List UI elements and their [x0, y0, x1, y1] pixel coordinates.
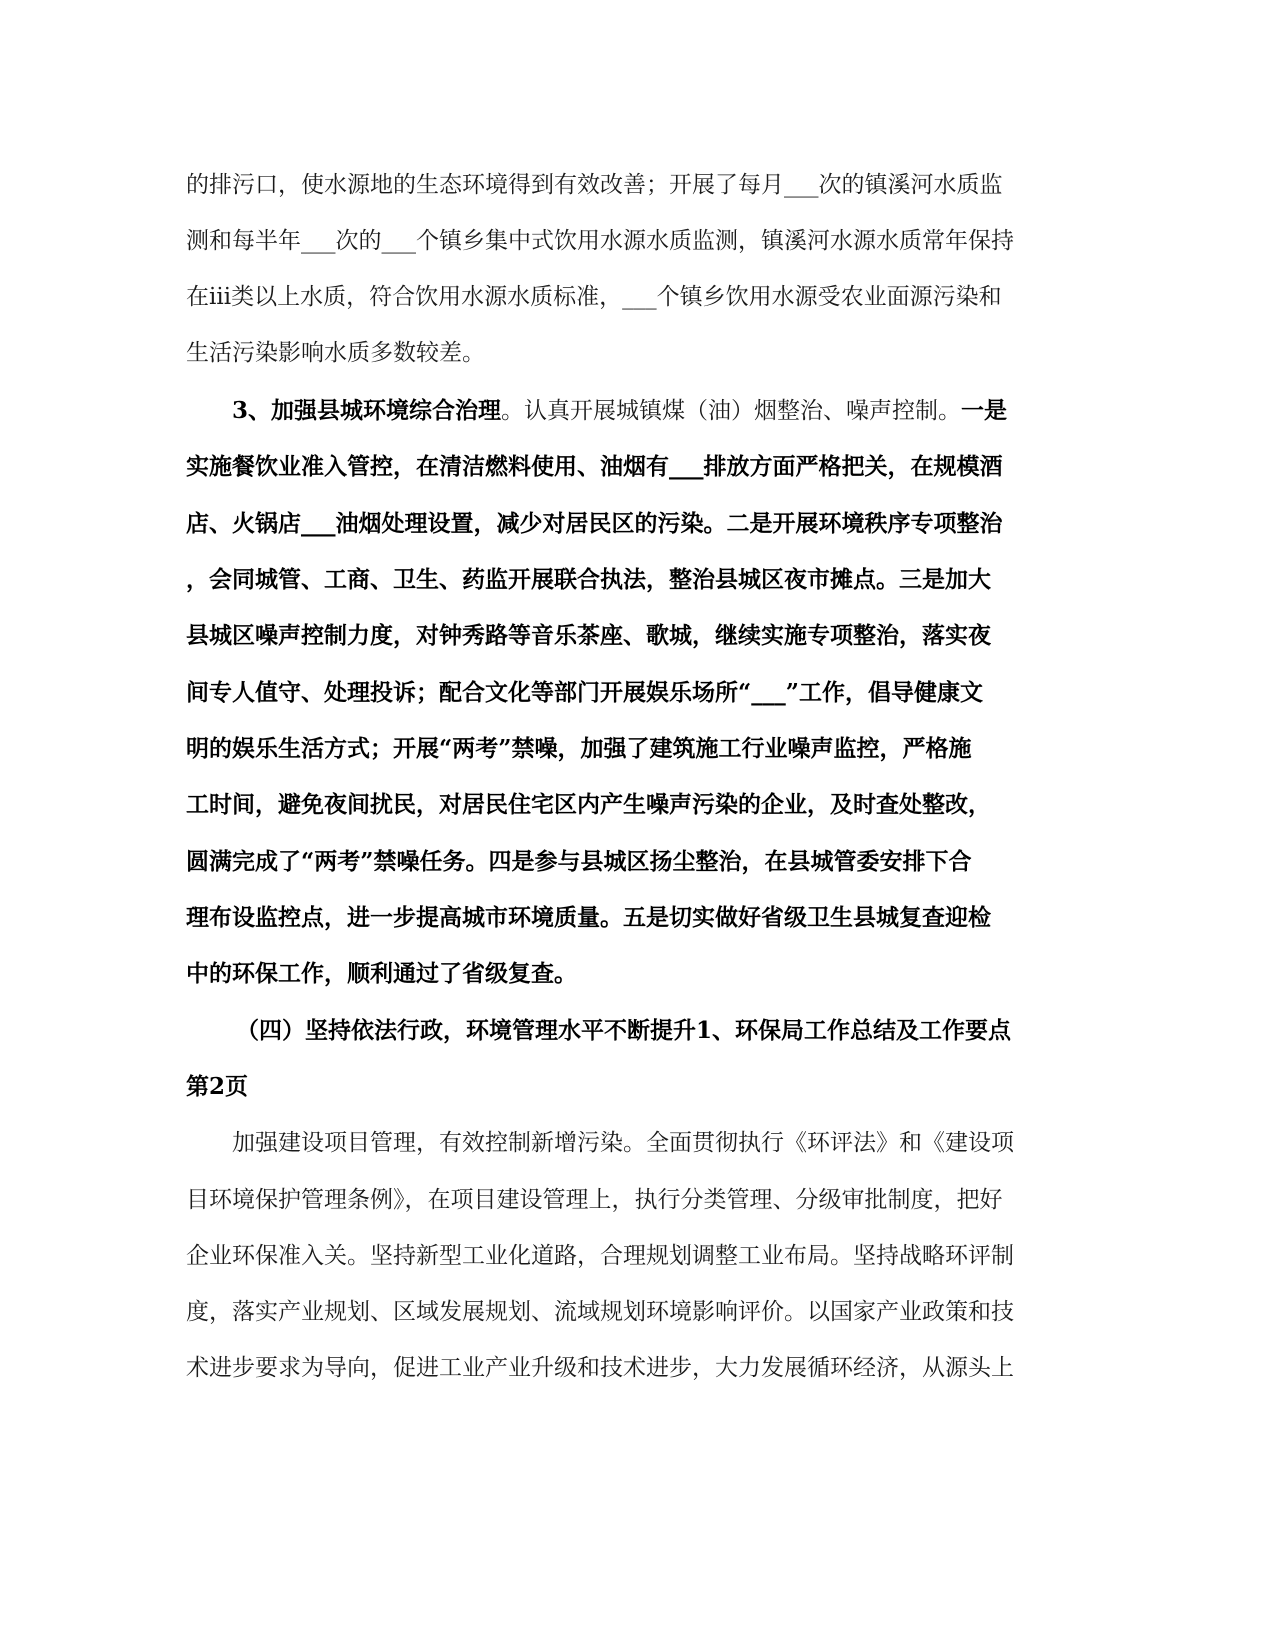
- section-heading-line-2: 第2页: [186, 1073, 249, 1100]
- paragraph-2-line-2: 实施餐饮业准入管控，在清洁燃料使用、油烟有___排放方面严格把关，在规模酒: [186, 453, 1003, 480]
- paragraph-2-lead-title: 3、加强县城环境综合治理: [232, 397, 502, 424]
- paragraph-2-line-3: 店、火锅店___油烟处理设置，减少对居民区的污染。二是开展环境秩序专项整治: [186, 510, 1003, 537]
- paragraph-3-line-1: 加强建设项目管理，有效控制新增污染。全面贯彻执行《环评法》和《建设项: [232, 1130, 1014, 1156]
- paragraph-2-line-1: [232, 395, 1007, 427]
- paragraph-1-line-3: 在iii类以上水质，符合饮用水源水质标准，___个镇乡饮用水源受农业面源污染和: [186, 284, 1002, 310]
- paragraph-2-line-7: 明的娱乐生活方式；开展“两考”禁噪，加强了建筑施工行业噪声监控，严格施: [186, 735, 972, 762]
- paragraph-3-line-5: 术进步要求为导向，促进工业产业升级和技术进步，大力发展循环经济，从源头上: [186, 1355, 1014, 1381]
- paragraph-1-line-4: 生活污染影响水质多数较差。: [186, 340, 485, 366]
- paragraph-3-line-2: 目环境保护管理条例》，在项目建设管理上，执行分类管理、分级审批制度，把好: [186, 1187, 1003, 1213]
- paragraph-2-line-8: 工时间，避免夜间扰民，对居民住宅区内产生噪声污染的企业，及时查处整改，: [186, 791, 991, 818]
- paragraph-2-line-4: ，会同城管、工商、卫生、药监开展联合执法，整治县城区夜市摊点。三是加大: [186, 566, 991, 593]
- paragraph-2-line-6: 间专人值守、处理投诉；配合文化等部门开展娱乐场所“___”工作，倡导健康文: [186, 679, 983, 706]
- paragraph-2-line-9: 圆满完成了“两考”禁噪任务。四是参与县城区扬尘整治，在县城管委安排下合: [186, 848, 972, 875]
- section-heading-line-1: （四）坚持依法行政，环境管理水平不断提升1、环保局工作总结及工作要点: [236, 1017, 1012, 1044]
- paragraph-3-line-4: 度，落实产业规划、区域发展规划、流域规划环境影响评价。以国家产业政策和技: [186, 1299, 1014, 1325]
- paragraph-2-line-10: 理布设监控点，进一步提高城市环境质量。五是切实做好省级卫生县城复查迎检: [186, 904, 991, 931]
- paragraph-2-lead-text: 。认真开展城镇煤（油）烟整治、噪声控制。: [501, 398, 962, 424]
- paragraph-1-line-1: 的排污口，使水源地的生态环境得到有效改善；开展了每月___次的镇溪河水质监: [186, 172, 1003, 198]
- paragraph-1-line-2: 测和每半年___次的___个镇乡集中式饮用水源水质监测，镇溪河水源水质常年保持: [186, 228, 1014, 254]
- paragraph-3-line-3: 企业环保准入关。坚持新型工业化道路，合理规划调整工业布局。坚持战略环评制: [186, 1243, 1014, 1269]
- paragraph-2-lead-tail: 一是: [961, 397, 1008, 424]
- paragraph-2-line-5: 县城区噪声控制力度，对钟秀路等音乐茶座、歌城，继续实施专项整治，落实夜: [186, 622, 991, 649]
- paragraph-2-line-11: 中的环保工作，顺利通过了省级复查。: [186, 960, 577, 987]
